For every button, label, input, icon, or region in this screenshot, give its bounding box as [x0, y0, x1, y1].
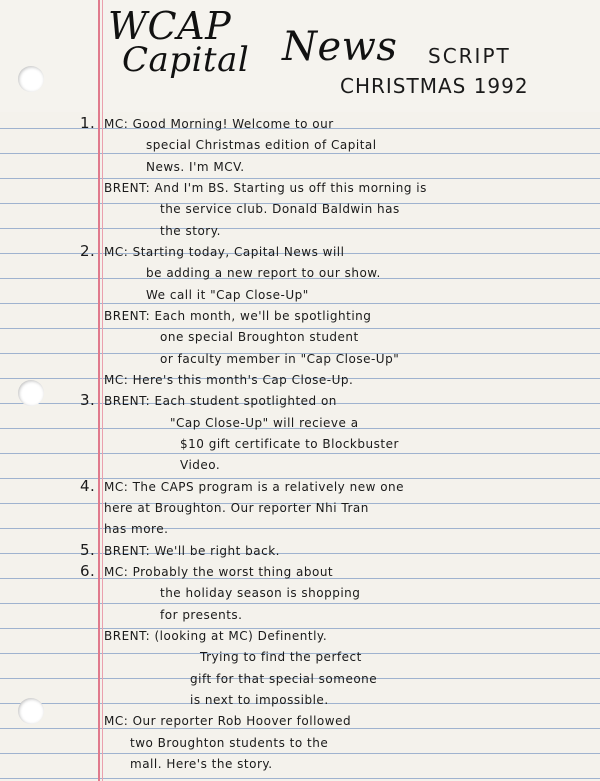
show-name-capital: Capital — [122, 40, 250, 80]
margin-line — [98, 0, 100, 781]
script-line: BRENT: Each month, we'll be spotlighting — [104, 309, 372, 323]
script-label: SCRIPT — [428, 44, 511, 68]
punch-hole-top — [18, 66, 44, 92]
script-line: $10 gift certificate to Blockbuster — [180, 437, 399, 451]
script-line: for presents. — [160, 607, 243, 622]
script-line: BRENT: (looking at MC) Definently. — [104, 629, 328, 643]
script-line: be adding a new report to our show. — [146, 266, 381, 281]
item-number: 3. — [80, 391, 96, 410]
script-line: "Cap Close-Up" will recieve a — [170, 415, 359, 430]
script-line: special Christmas edition of Capital — [146, 138, 377, 153]
script-line: is next to impossible. — [190, 693, 329, 707]
script-line: Trying to find the perfect — [200, 650, 362, 665]
script-line: two Broughton students to the — [130, 735, 329, 750]
punch-hole-bottom — [18, 698, 44, 724]
item-number: 6. — [80, 562, 96, 580]
station-name: WCAP — [108, 4, 232, 48]
script-line: MC: Starting today, Capital News will — [104, 245, 345, 259]
script-line: the service club. Donald Baldwin has — [160, 202, 400, 217]
script-line: News. I'm MCV. — [146, 159, 245, 174]
script-line: MC: Here's this month's Cap Close-Up. — [104, 373, 354, 387]
script-line: BRENT: We'll be right back. — [104, 543, 280, 558]
script-line: the story. — [160, 223, 221, 238]
script-line: or faculty member in "Cap Close-Up" — [160, 351, 400, 366]
script-line: Video. — [180, 458, 221, 473]
punch-hole-middle — [18, 380, 44, 406]
script-line: MC: Our reporter Rob Hoover followed — [104, 714, 352, 729]
script-line: MC: The CAPS program is a relatively new one — [104, 479, 405, 494]
script-line: the holiday season is shopping — [160, 586, 361, 601]
script-line: one special Broughton student — [160, 330, 359, 345]
script-line: MC: Good Morning! Welcome to our — [104, 117, 334, 131]
script-line: BRENT: And I'm BS. Starting us off this morning is — [104, 181, 427, 195]
script-line: MC: Probably the worst thing about — [104, 565, 334, 579]
item-number: 2. — [80, 242, 96, 260]
script-line: has more. — [104, 522, 169, 537]
show-name-news: News — [282, 24, 398, 70]
item-number: 1. — [80, 114, 96, 132]
date-label: CHRISTMAS 1992 — [340, 74, 529, 98]
item-number: 4. — [80, 476, 96, 495]
item-number: 5. — [80, 540, 96, 559]
script-line: BRENT: Each student spotlighted on — [104, 394, 337, 409]
margin-line-inner — [102, 0, 103, 781]
script-line: We call it "Cap Close-Up" — [146, 287, 309, 302]
script-line: mall. Here's the story. — [130, 757, 273, 771]
script-line: here at Broughton. Our reporter Nhi Tran — [104, 501, 369, 515]
script-line: gift for that special someone — [190, 671, 378, 686]
